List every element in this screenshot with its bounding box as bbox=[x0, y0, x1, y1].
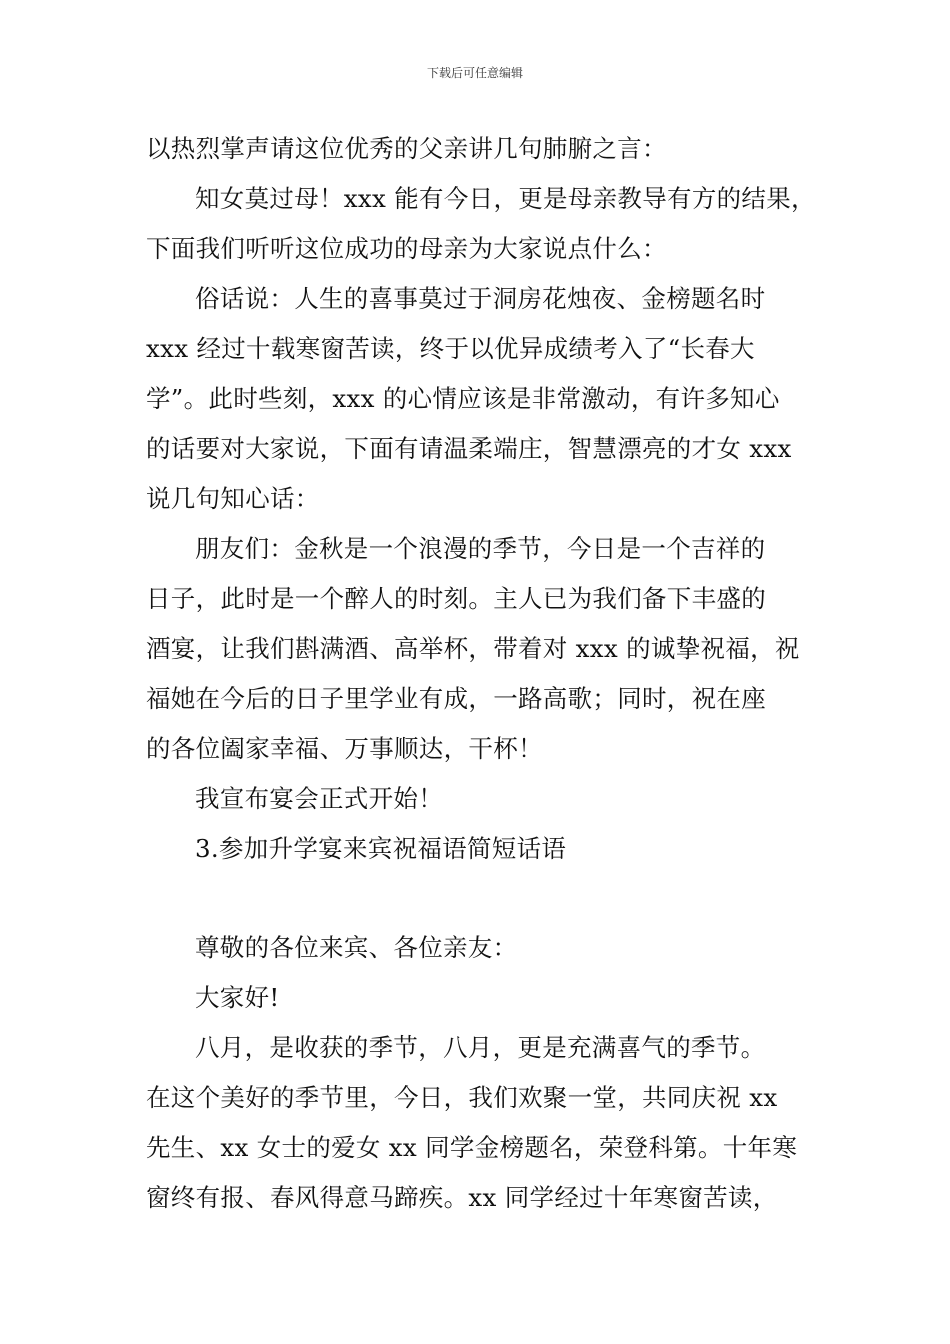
paragraph-line: 日子，此时是一个醉人的时刻。主人已为我们备下丰盛的 bbox=[146, 584, 766, 613]
paragraph-line: 尊敬的各位来宾、各位亲友： bbox=[195, 933, 518, 962]
paragraph-line: 以热烈掌声请这位优秀的父亲讲几句肺腑之言： bbox=[146, 134, 667, 163]
paragraph-line: 酒宴，让我们斟满酒、高举杯，带着对 xxx 的诚挚祝福，祝 bbox=[146, 634, 800, 663]
paragraph-line: 的话要对大家说，下面有请温柔端庄，智慧漂亮的才女 xxx bbox=[146, 434, 792, 463]
paragraph-line: 先生、xx 女士的爱女 xx 同学金榜题名，荣登科第。十年寒 bbox=[146, 1133, 798, 1162]
paragraph-line: 朋友们：金秋是一个浪漫的季节，今日是一个吉祥的 bbox=[195, 534, 766, 563]
paragraph-line: 八月，是收获的季节，八月，更是充满喜气的季节。 bbox=[195, 1033, 766, 1062]
page-header: 下载后可任意编辑 bbox=[426, 66, 523, 80]
paragraph-line: 下面我们听听这位成功的母亲为大家说点什么： bbox=[146, 234, 667, 263]
paragraph-line: 俗话说：人生的喜事莫过于洞房花烛夜、金榜题名时 bbox=[195, 284, 766, 313]
paragraph-line: 的各位阖家幸福、万事顺达，干杯！ bbox=[146, 734, 543, 763]
paragraph-line: 窗终有报、春风得意马蹄疾。xx 同学经过十年寒窗苦读， bbox=[146, 1183, 778, 1212]
paragraph-line: 知女莫过母！xxx 能有今日，更是母亲教导有方的结果， bbox=[195, 184, 816, 213]
paragraph-line: 我宣布宴会正式开始！ bbox=[195, 784, 443, 813]
paragraph-line: 福她在今后的日子里学业有成，一路高歌；同时，祝在座 bbox=[146, 684, 766, 713]
paragraph-line: 大家好! bbox=[195, 983, 280, 1012]
paragraph-line: 学”。此时些刻，xxx 的心情应该是非常激动，有许多知心 bbox=[146, 384, 780, 413]
paragraph-line: 在这个美好的季节里，今日，我们欢聚一堂，共同庆祝 xx bbox=[146, 1083, 778, 1112]
paragraph-line: 说几句知心话： bbox=[146, 484, 320, 513]
paragraph-line: xxx 经过十载寒窗苦读，终于以优异成绩考入了“长春大 bbox=[146, 334, 755, 363]
section-heading: 3.参加升学宴来宾祝福语简短话语 bbox=[195, 834, 567, 863]
